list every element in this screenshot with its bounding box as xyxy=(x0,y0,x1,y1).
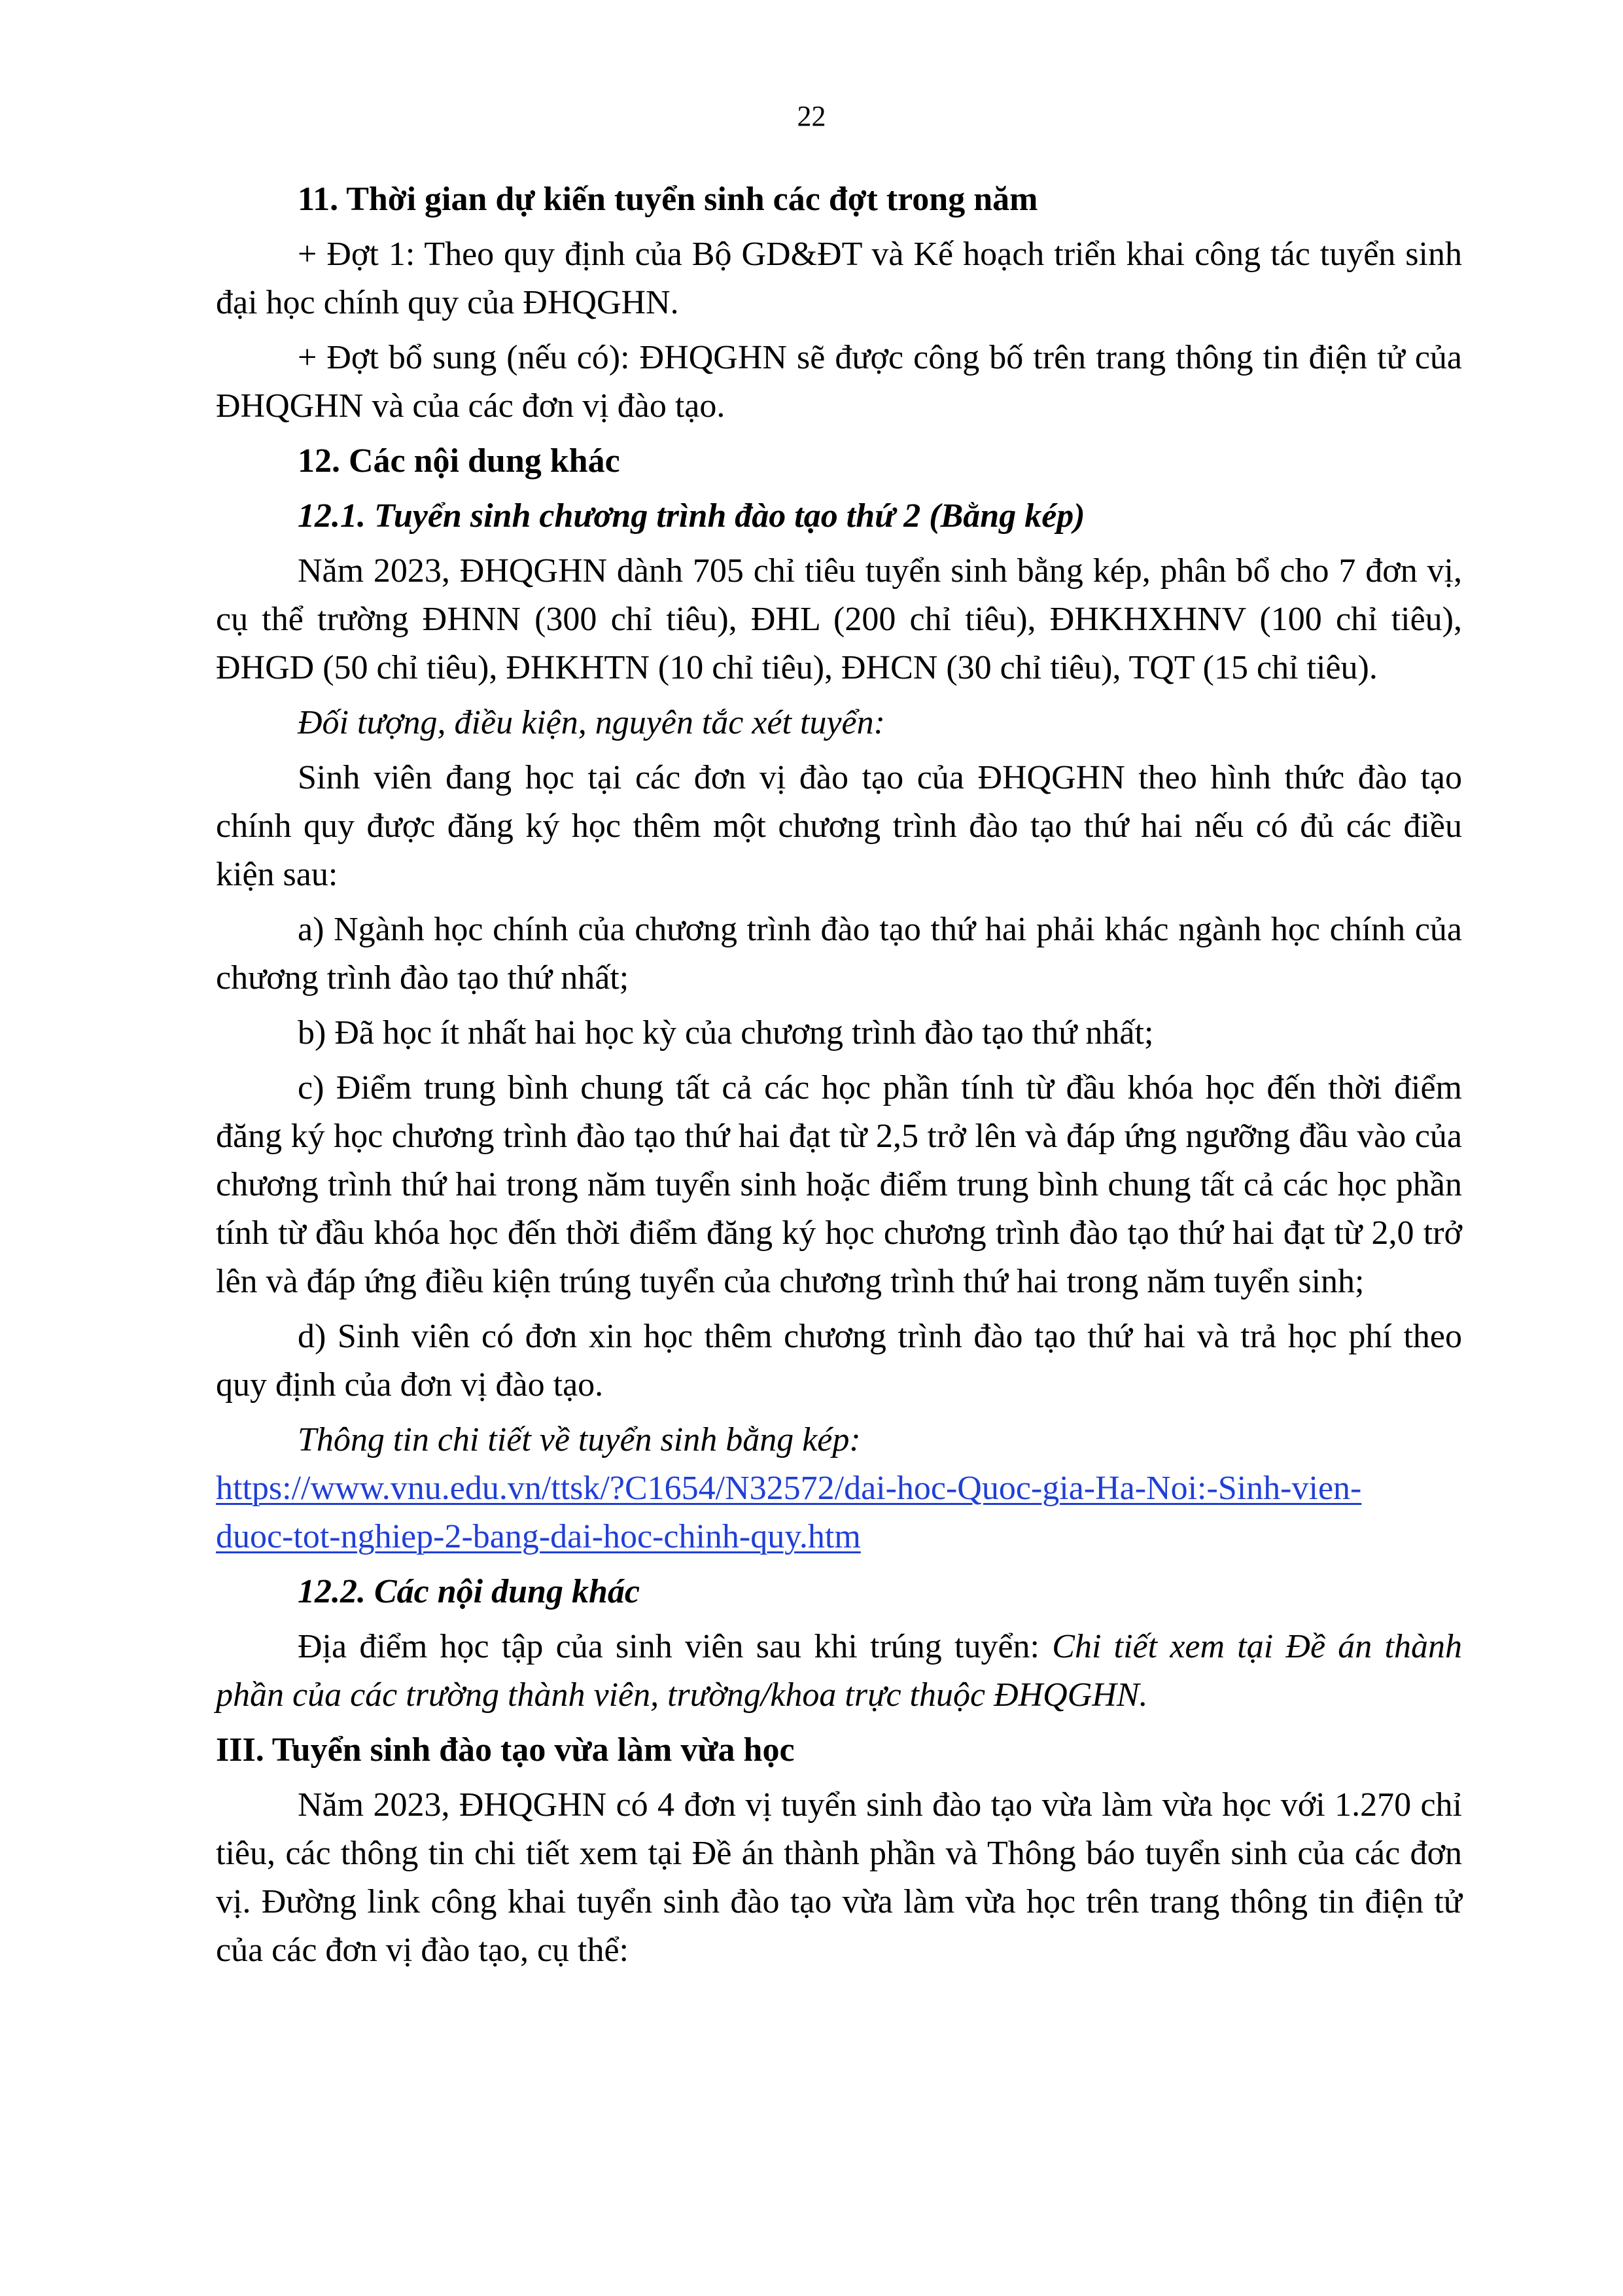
section-12-heading: 12. Các nội dung khác xyxy=(298,442,620,480)
section-12-2-paragraph xyxy=(216,1623,1462,1720)
double-degree-link-line-2[interactable]: duoc-tot-nghiep-2-bang-dai-hoc-chinh-quy.htm xyxy=(216,1518,861,1555)
section-12-2-heading: 12.2. Các nội dung khác xyxy=(298,1573,640,1610)
section-11-paragraph-2: + Đợt bổ sung (nếu có): ĐHQGHN sẽ được công bố trên trang thông tin điện tử của ĐHQGHN và của các đơn vị đào tạo. xyxy=(216,339,1462,425)
section-12-1-paragraph-eligibility: Sinh viên đang học tại các đơn vị đào tạo của ĐHQGHN theo hình thức đào tạo chính quy được đăng ký học thêm một chương trình đào tạo thứ hai nếu có đủ các điều kiện sau: xyxy=(216,759,1462,893)
study-location-detail: Chi tiết xem tại Đề án thành phần của các trường thành viên, trường/khoa trực thuộc ĐHQGHN. xyxy=(216,1628,1462,1714)
section-3-paragraph: Năm 2023, ĐHQGHN có 4 đơn vị tuyển sinh đào tạo vừa làm vừa học với 1.270 chỉ tiêu, các thông tin chi tiết xem tại Đề án thành phần và Thông báo tuyển sinh của các đơn vị. Đường link công khai tuyển sinh đào tạo vừa làm vừa học trên trang thông tin điện tử của các đơn vị đào tạo, cụ thể: xyxy=(216,1786,1462,1969)
section-12-1-paragraph-quota: Năm 2023, ĐHQGHN dành 705 chỉ tiêu tuyển sinh bằng kép, phân bổ cho 7 đơn vị, cụ thể trường ĐHNN (300 chỉ tiêu), ĐHL (200 chỉ tiêu), ĐHKHXHNV (100 chỉ tiêu), ĐHGD (50 chỉ tiêu), ĐHKHTN (10 chỉ tiêu), ĐHCN (30 chỉ tiêu), TQT (15 chỉ tiêu). xyxy=(216,552,1462,686)
section-3-heading: III. Tuyển sinh đào tạo vừa làm vừa học xyxy=(216,1731,795,1769)
study-location-text: Địa điểm học tập của sinh viên sau khi trúng tuyển: xyxy=(298,1628,1053,1665)
section-11-paragraph-1: + Đợt 1: Theo quy định của Bộ GD&ĐT và Kế hoạch triển khai công tác tuyển sinh đại học chính quy của ĐHQGHN. xyxy=(216,236,1462,321)
section-11-heading: 11. Thời gian dự kiến tuyển sinh các đợt trong năm xyxy=(298,181,1038,218)
document-body xyxy=(216,175,1462,1975)
section-12-1-subheading: Đối tượng, điều kiện, nguyên tắc xét tuyển: xyxy=(298,704,885,741)
condition-a: a) Ngành học chính của chương trình đào tạo thứ hai phải khác ngành học chính của chương trình đào tạo thứ nhất; xyxy=(216,911,1462,997)
condition-d: d) Sinh viên có đơn xin học thêm chương trình đào tạo thứ hai và trả học phí theo quy định của đơn vị đào tạo. xyxy=(216,1318,1462,1404)
double-degree-info-label: Thông tin chi tiết về tuyển sinh bằng kép: xyxy=(298,1421,861,1458)
condition-b: b) Đã học ít nhất hai học kỳ của chương trình đào tạo thứ nhất; xyxy=(298,1014,1154,1051)
page-number: 22 xyxy=(797,100,826,132)
condition-c: c) Điểm trung bình chung tất cả các học phần tính từ đầu khóa học đến thời điểm đăng ký học chương trình đào tạo thứ hai đạt từ 2,5 trở lên và đáp ứng ngưỡng đầu vào của chương trình thứ hai trong năm tuyển sinh hoặc điểm trung bình chung tất cả các học phần tính từ đầu khóa học đến thời điểm đăng ký học chương trình đào tạo thứ hai đạt từ 2,0 trở lên và đáp ứng điều kiện trúng tuyển của chương trình thứ hai trong năm tuyển sinh; xyxy=(216,1069,1462,1300)
double-degree-link-line-1[interactable]: https://www.vnu.edu.vn/ttsk/?C1654/N32572/dai-hoc-Quoc-gia-Ha-Noi:-Sinh-vien- xyxy=(216,1470,1362,1507)
double-degree-link[interactable] xyxy=(216,1464,1462,1561)
section-12-1-heading: 12.1. Tuyển sinh chương trình đào tạo thứ 2 (Bằng kép) xyxy=(298,497,1085,535)
